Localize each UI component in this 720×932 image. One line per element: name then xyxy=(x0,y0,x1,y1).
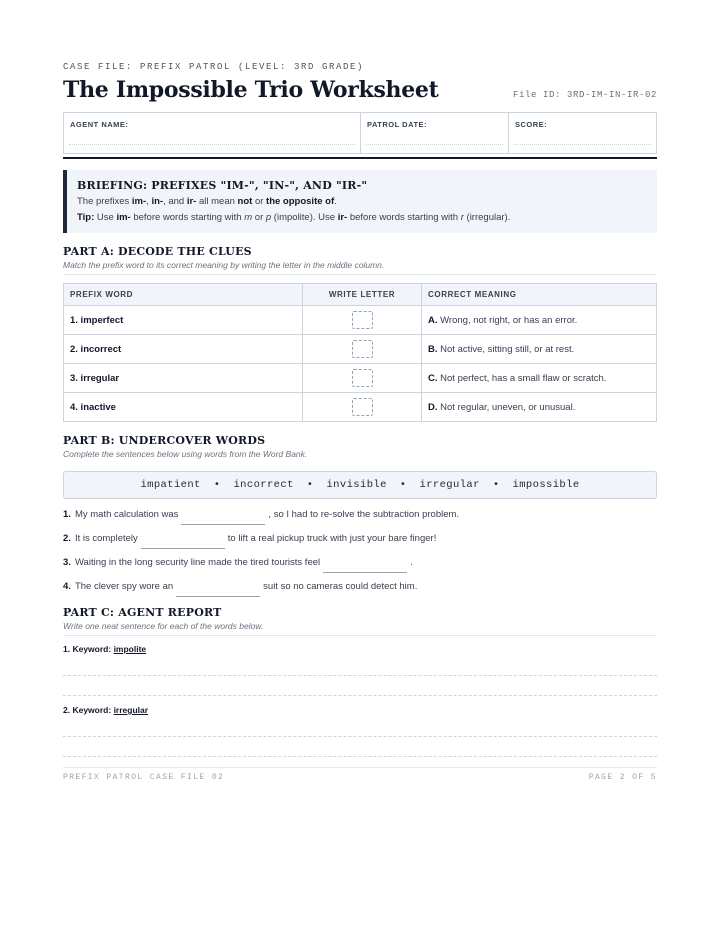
patrol-date-cell[interactable] xyxy=(361,113,509,153)
patrol-date-line xyxy=(366,144,503,145)
letter-input-box[interactable] xyxy=(352,369,373,387)
table-row xyxy=(64,393,657,422)
sentence-item: 3. Waiting in the long security line made the tired tourists feel . xyxy=(63,550,657,574)
keyword: impolite xyxy=(113,644,147,654)
part-a-heading: PART A: DECODE THE CLUES xyxy=(63,245,252,258)
prefix-word: 3. irregular xyxy=(64,364,303,393)
score-cell[interactable] xyxy=(509,113,656,153)
briefing-box xyxy=(63,170,657,233)
agent-name-label: AGENT NAME: xyxy=(70,120,129,129)
fill-in-blank[interactable] xyxy=(141,536,225,549)
sentence-list xyxy=(63,502,657,598)
table-row xyxy=(64,364,657,393)
letter-cell xyxy=(303,306,422,335)
part-b xyxy=(63,434,657,598)
agent-name-cell[interactable] xyxy=(64,113,361,153)
writing-line[interactable] xyxy=(63,737,657,757)
part-a-subtitle: Match the prefix word to its correct meaning by writing the letter in the middle column. xyxy=(63,260,657,275)
word-bank-item: impossible xyxy=(512,479,580,491)
keyword-item xyxy=(63,705,657,757)
sentence-item: 1. My math calculation was , so I had to re-solve the subtraction problem. xyxy=(63,502,657,526)
agent-name-line xyxy=(69,144,355,145)
prefix-word: 2. incorrect xyxy=(64,335,303,364)
col-prefix-word: PREFIX WORD xyxy=(64,284,303,306)
writing-line[interactable] xyxy=(63,654,657,676)
writing-line[interactable] xyxy=(63,715,657,737)
word-bank xyxy=(63,471,657,499)
bullet-separator: • xyxy=(492,479,500,491)
file-id: File ID: 3RD-IM-IN-IR-02 xyxy=(512,90,657,100)
header-divider xyxy=(63,157,657,159)
writing-line[interactable] xyxy=(63,676,657,696)
meaning-cell: A. Wrong, not right, or has an error. xyxy=(422,306,657,335)
part-a xyxy=(63,245,657,422)
briefing-title: BRIEFING: PREFIXES "IM-", "IN-", AND "IR-" xyxy=(77,179,368,192)
bullet-separator: • xyxy=(306,479,314,491)
fill-in-blank[interactable] xyxy=(176,584,260,597)
table-row xyxy=(64,306,657,335)
letter-cell xyxy=(303,364,422,393)
letter-input-box[interactable] xyxy=(352,340,373,358)
score-line xyxy=(514,144,651,145)
word-bank-item: invisible xyxy=(326,479,387,491)
case-file-label: CASE FILE: PREFIX PATROL (LEVEL: 3RD GRADE) xyxy=(63,62,365,72)
part-b-subtitle: Complete the sentences below using words from the Word Bank. xyxy=(63,449,308,459)
meaning-cell: C. Not perfect, has a small flaw or scratch. xyxy=(422,364,657,393)
keyword: irregular xyxy=(113,705,149,715)
briefing-definition: The prefixes im-, in-, and ir- all mean not or the opposite of. xyxy=(77,196,337,207)
letter-cell xyxy=(303,335,422,364)
word-bank-item: impatient xyxy=(140,479,201,491)
agent-info-table xyxy=(63,112,657,154)
bullet-separator: • xyxy=(213,479,221,491)
keyword-label: 1. Keyword: impolite xyxy=(63,644,147,654)
prefix-word: 1. imperfect xyxy=(64,306,303,335)
title-row xyxy=(63,77,657,103)
word-bank-item: irregular xyxy=(419,479,480,491)
word-bank-item: incorrect xyxy=(233,479,294,491)
col-correct-meaning: CORRECT MEANING xyxy=(422,284,657,306)
page-title: The Impossible Trio Worksheet xyxy=(63,77,439,103)
page-footer xyxy=(63,767,657,782)
footer-case-file: PREFIX PATROL CASE FILE 02 xyxy=(63,773,225,782)
meaning-cell: B. Not active, sitting still, or at rest. xyxy=(422,335,657,364)
prefix-word: 4. inactive xyxy=(64,393,303,422)
fill-in-blank[interactable] xyxy=(181,512,265,525)
letter-cell xyxy=(303,393,422,422)
footer-page-number: PAGE 2 OF 5 xyxy=(588,773,657,782)
letter-input-box[interactable] xyxy=(352,311,373,329)
score-label: SCORE: xyxy=(515,120,548,129)
fill-in-blank[interactable] xyxy=(323,560,407,573)
matching-table xyxy=(63,283,657,422)
meaning-cell: D. Not regular, uneven, or unusual. xyxy=(422,393,657,422)
briefing-tip: Tip: Use im- before words starting with m or p (impolite). Use ir- before words starting with r (irregular). xyxy=(77,212,511,223)
part-c xyxy=(63,606,657,757)
sentence-item: 4. The clever spy wore an suit so no cameras could detect him. xyxy=(63,574,657,598)
col-write-letter: WRITE LETTER xyxy=(303,284,422,306)
table-row xyxy=(64,335,657,364)
part-b-heading: PART B: UNDERCOVER WORDS xyxy=(63,434,266,447)
part-c-subtitle: Write one neat sentence for each of the words below. xyxy=(63,621,657,636)
part-c-heading: PART C: AGENT REPORT xyxy=(63,606,222,619)
sentence-item: 2. It is completely to lift a real pickup truck with just your bare finger! xyxy=(63,526,657,550)
keyword-label: 2. Keyword: irregular xyxy=(63,705,149,715)
letter-input-box[interactable] xyxy=(352,398,373,416)
keyword-item xyxy=(63,644,657,696)
patrol-date-label: PATROL DATE: xyxy=(367,120,428,129)
bullet-separator: • xyxy=(399,479,407,491)
worksheet-page xyxy=(63,62,657,782)
